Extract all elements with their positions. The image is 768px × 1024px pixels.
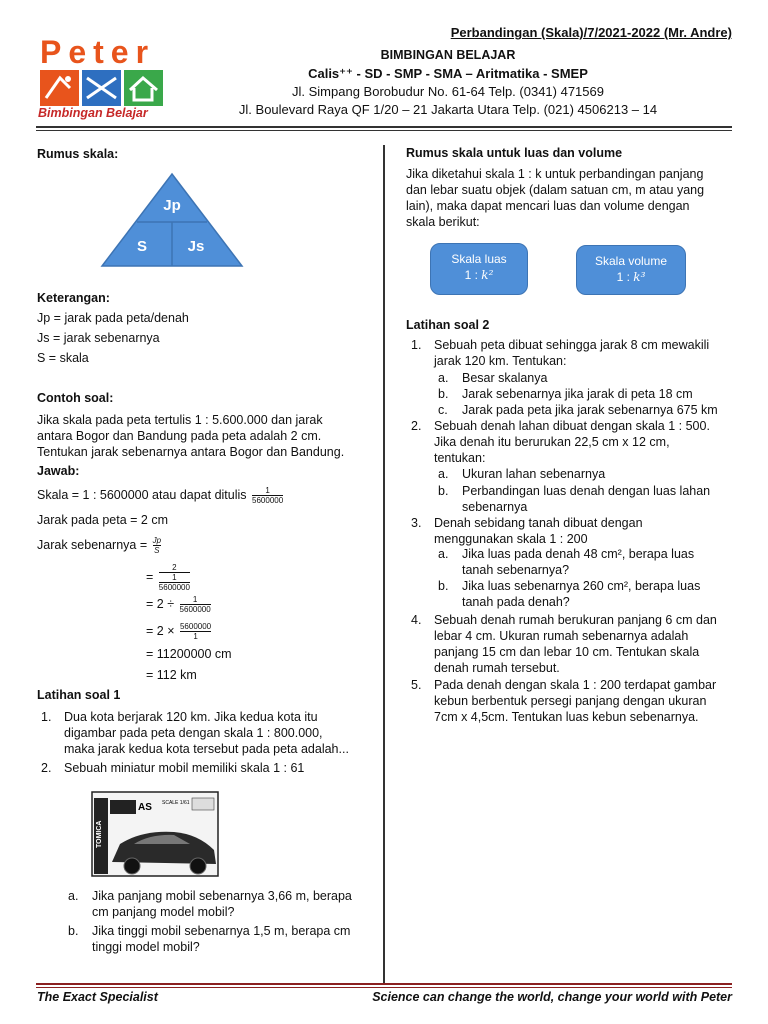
step-3-fraction	[180, 595, 211, 614]
intro-line-4: skala berikut:	[406, 215, 480, 229]
q4-line4: denah rumah tersebut.	[434, 661, 560, 675]
latihan1-q1-line1: Dua kota berjarak 120 km. Jika kedua kota itu	[64, 710, 318, 724]
step-6: = 112 km	[146, 668, 197, 682]
skala-line	[37, 486, 283, 505]
latihan1-q1-line2: digambar pada peta dengan skala 1 : 800.000,	[64, 726, 323, 740]
header-address-1: Jl. Simpang Borobudur No. 61-64 Telp. (0341) 471569	[292, 84, 604, 99]
keterangan-title: Keterangan:	[37, 291, 110, 305]
q2-line1: Sebuah denah lahan dibuat dengan skala 1 : 500.	[434, 419, 710, 433]
step-3	[146, 595, 211, 614]
skala-luas-box	[430, 243, 528, 295]
logo-tagline: Bimbingan Belajar	[38, 106, 148, 120]
contoh-line-2: antara Bogor dan Bandung pada peta adalah 2 cm.	[37, 429, 322, 443]
skala-volume-label: Skala volume	[594, 254, 668, 268]
q2b-letter: b.	[438, 484, 449, 498]
latihan1-q1-number: 1.	[41, 710, 52, 724]
step-4-fraction	[180, 622, 211, 641]
q3a-letter: a.	[438, 547, 449, 561]
step-4	[146, 622, 211, 641]
scale-triangle-diagram	[100, 172, 244, 268]
keterangan-jp: Jp = jarak pada peta/denah	[37, 311, 189, 325]
q1-line1: Sebuah peta dibuat sehingga jarak 8 cm mewakili	[434, 338, 710, 352]
frac-den: 5600000	[179, 605, 211, 614]
formula-title: Rumus skala:	[37, 147, 119, 161]
step-3-prefix: = 2 ÷	[146, 596, 175, 611]
q1-number: 1.	[411, 338, 422, 352]
q3b-letter: b.	[438, 579, 449, 593]
right-title: Rumus skala untuk luas dan volume	[406, 146, 623, 160]
q3b-line2: tanah pada denah?	[462, 595, 570, 609]
skala-text: Skala = 1 : 5600000 atau dapat ditulis	[37, 487, 247, 502]
document-title: Perbandingan (Skala)/7/2021-2022 (Mr. Andre)	[450, 25, 732, 40]
inner-num: 1	[172, 573, 177, 582]
logo-tiles	[40, 70, 163, 106]
q5-line1: Pada denah dengan skala 1 : 200 terdapat gambar	[434, 678, 717, 692]
step-4-prefix: = 2 ×	[146, 623, 175, 638]
latihan1-q2-number: 2.	[41, 761, 52, 775]
q4-number: 4.	[411, 613, 422, 627]
header-line-2: Calis⁺⁺ - SD - SMP - SMA – Aritmatika - SMEP	[308, 66, 588, 81]
frac-num: 5600000	[179, 622, 212, 631]
step-2	[146, 563, 190, 592]
intro-line-3: lain), maka dapat mencari luas dan volume dengan	[406, 199, 690, 213]
frac-num: 1	[192, 595, 198, 604]
formula-var: k³	[633, 270, 646, 284]
peter-logo	[36, 34, 168, 126]
toy-scale-label: SCALE 1/61	[162, 800, 190, 806]
skala-luas-formula	[431, 267, 527, 283]
contoh-title: Contoh soal:	[37, 391, 114, 405]
latihan1-q2b-line2: tinggi model mobil?	[92, 940, 200, 954]
step-5: = 11200000 cm	[146, 647, 232, 661]
formula-prefix: 1 :	[464, 268, 478, 282]
latihan1-q2-line1: Sebuah miniatur mobil memiliki skala 1 : 61	[64, 761, 305, 775]
frac-num: 1	[265, 486, 270, 495]
logo-word: Peter	[40, 34, 156, 70]
q1a-text: Besar skalanya	[462, 371, 548, 385]
latihan1-q2b-line1: Jika tinggi mobil sebenarnya 1,5 m, berapa cm	[92, 924, 351, 938]
skala-fraction	[252, 486, 283, 505]
q5-line3: 7cm x 4,5cm. Tentukan luas kebun sebenarnya.	[434, 710, 699, 724]
footer-rule-thin	[36, 987, 732, 988]
frac-den: 1	[180, 631, 211, 641]
latihan1-q2b-letter: b.	[68, 924, 79, 938]
q1-line2: jarak 120 km. Tentukan:	[434, 354, 567, 368]
toy-car-box-image	[90, 788, 230, 880]
formula-var: k²	[481, 268, 494, 282]
latihan1-title: Latihan soal 1	[37, 688, 121, 702]
triangle-top-label: Jp	[163, 197, 181, 214]
inner-fraction	[159, 573, 190, 592]
frac-num: Jp	[152, 536, 162, 545]
skala-volume-formula	[577, 269, 685, 285]
q2-number: 2.	[411, 419, 422, 433]
q1a-letter: a.	[438, 371, 449, 385]
toy-brand: TOMICA	[96, 820, 103, 848]
q5-line2: kebun berbentuk persegi panjang dengan ukuran	[434, 694, 707, 708]
intro-line-2: dan lebar suatu objek (dalam satuan cm, m atau yang	[406, 183, 705, 197]
equals-sign: =	[146, 569, 154, 584]
q4-line2: lebar 4 cm. Ukuran rumah sebenarnya adalah	[434, 629, 689, 643]
q3b-line1: Jika luas sebenarnya 260 cm², berapa luas	[462, 579, 701, 593]
q3-line1: Denah sebidang tanah dibuat dengan	[434, 516, 643, 530]
latihan1-q1-line3: maka jarak kedua kota tersebut pada peta adalah...	[64, 742, 349, 756]
jarak-peta: Jarak pada peta = 2 cm	[37, 513, 168, 527]
q5-number: 5.	[411, 678, 422, 692]
q3-line2: menggunakan skala 1 : 200	[434, 532, 588, 546]
intro-line-1: Jika diketahui skala 1 : k untuk perbandingan panjang	[406, 167, 704, 181]
column-divider	[383, 145, 385, 983]
footer-right: Science can change the world, change your world with Peter	[372, 990, 732, 1004]
frac-den	[159, 572, 190, 592]
q2-line3: tentukan:	[434, 451, 486, 465]
header-line-1: BIMBINGAN BELAJAR	[380, 48, 516, 62]
q3-number: 3.	[411, 516, 422, 530]
footer-left: The Exact Specialist	[37, 990, 158, 1004]
toy-model: AS	[138, 802, 152, 813]
header-address-2: Jl. Boulevard Raya QF 1/20 – 21 Jakarta Utara Telp. (021) 4506213 – 14	[238, 102, 658, 117]
contoh-line-1: Jika skala pada peta tertulis 1 : 5.600.000 dan jarak	[37, 413, 323, 427]
q1c-text: Jarak pada peta jika jarak sebenarnya 675 km	[462, 403, 718, 417]
triangle-right-label: Js	[187, 238, 205, 255]
frac-num: 2	[172, 563, 177, 572]
logo-tile-green-icon	[124, 70, 163, 106]
keterangan-s: S = skala	[37, 351, 89, 365]
nested-fraction	[159, 563, 190, 592]
q2a-text: Ukuran lahan sebenarnya	[462, 467, 606, 481]
q2-line2: Jika denah itu berurukan 22,5 cm x 12 cm,	[434, 435, 670, 449]
header-rule	[36, 126, 732, 128]
q1b-letter: b.	[438, 387, 449, 401]
frac-den: S	[154, 546, 160, 555]
jawab-title: Jawab:	[37, 464, 80, 478]
q4-line3: panjang 15 cm dan lebar 10 cm. Tentukan skala	[434, 645, 700, 659]
q2b-cont: sebenarnya	[462, 500, 528, 514]
header-rule-thin	[36, 130, 732, 131]
q2b-text: Perbandingan luas denah dengan luas lahan	[462, 484, 711, 498]
contoh-line-3: Tentukan jarak sebenarnya antara Bogor dan Bandung.	[37, 445, 345, 459]
latihan2-title: Latihan soal 2	[406, 318, 490, 332]
latihan1-q2a-line1: Jika panjang mobil sebenarnya 3,66 m, berapa	[92, 889, 352, 903]
jarak-sebenarnya-line	[37, 536, 161, 555]
q4-line1: Sebuah denah rumah berukuran panjang 6 cm dan	[434, 613, 717, 627]
skala-volume-box	[576, 245, 686, 295]
skala-luas-label: Skala luas	[451, 252, 507, 266]
footer-rule	[36, 983, 732, 985]
latihan1-q2a-line2: cm panjang model mobil?	[92, 905, 235, 919]
q3a-line2: tanah sebenarnya?	[462, 563, 570, 577]
frac-den: 5600000	[252, 496, 284, 505]
latihan1-q2a-letter: a.	[68, 889, 79, 903]
logo-tile-orange-icon	[40, 70, 79, 106]
triangle-left-label: S	[136, 238, 148, 255]
jarak-sebenarnya-label: Jarak sebenarnya =	[37, 537, 148, 552]
logo-tile-blue-icon	[82, 70, 121, 106]
inner-den: 5600000	[158, 583, 190, 592]
formula-prefix: 1 :	[616, 270, 630, 284]
keterangan-js: Js = jarak sebenarnya	[37, 331, 160, 345]
jp-over-s-fraction	[153, 536, 161, 555]
q3a-line1: Jika luas pada denah 48 cm², berapa luas	[462, 547, 695, 561]
q1b-text: Jarak sebenarnya jika jarak di peta 18 cm	[462, 387, 693, 401]
q2a-letter: a.	[438, 467, 449, 481]
q1c-letter: c.	[438, 403, 448, 417]
